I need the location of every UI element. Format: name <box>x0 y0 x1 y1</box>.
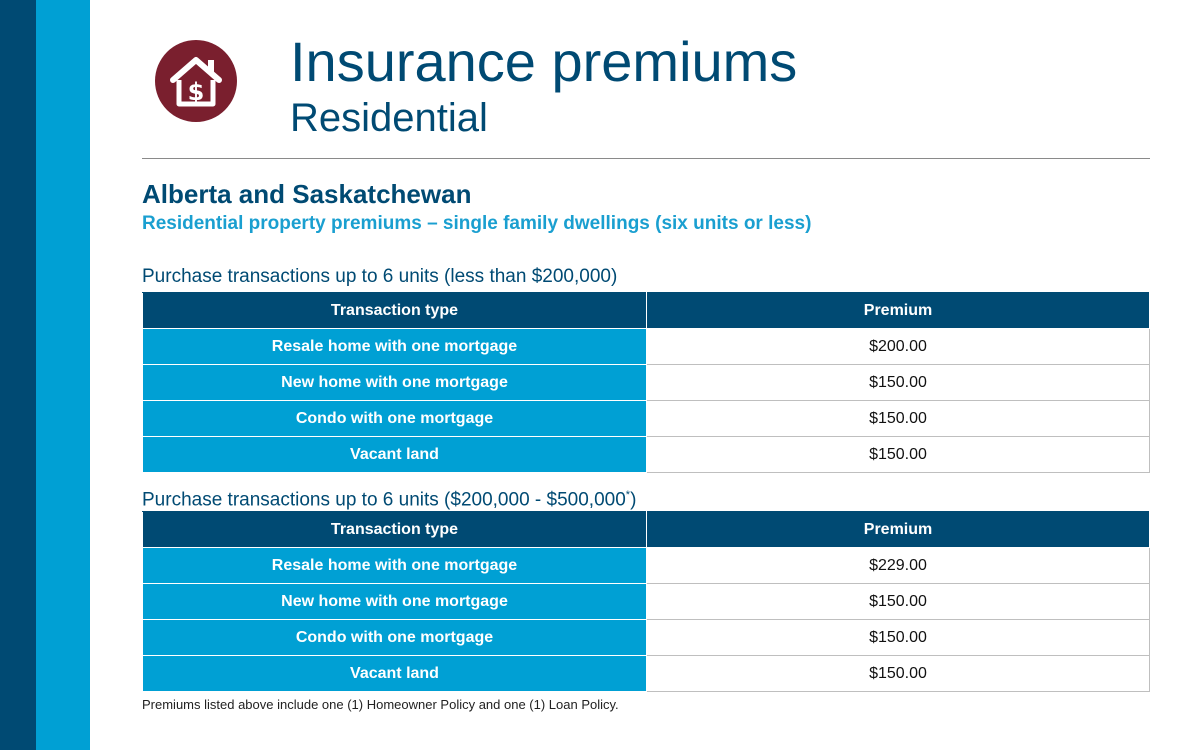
transaction-type-cell: Resale home with one mortgage <box>143 329 647 365</box>
transaction-type-cell: Vacant land <box>143 656 647 692</box>
page-title: Insurance premiums <box>290 30 798 93</box>
premium-cell: $150.00 <box>647 620 1150 656</box>
page-subtitle: Residential <box>290 96 488 140</box>
premium-cell: $200.00 <box>647 329 1150 365</box>
transaction-type-cell: Condo with one mortgage <box>143 620 647 656</box>
premium-cell: $150.00 <box>647 437 1150 473</box>
column-header: Transaction type <box>143 512 647 548</box>
section-title <box>142 265 617 289</box>
table-row <box>143 437 1150 473</box>
table-row <box>143 548 1150 584</box>
premium-cell: $150.00 <box>647 401 1150 437</box>
premium-cell: $150.00 <box>647 365 1150 401</box>
region-subtitle: Residential property premiums – single family dwellings (six units or less) <box>142 213 812 234</box>
svg-text:$: $ <box>187 78 205 106</box>
section-title-text: Purchase transactions up to 6 units ($200,000 - $500,000 <box>142 489 626 511</box>
premium-table <box>142 511 1150 692</box>
table-row <box>143 656 1150 692</box>
header-divider <box>142 158 1150 159</box>
left-bar-dark <box>0 0 36 750</box>
transaction-type-cell: New home with one mortgage <box>143 365 647 401</box>
transaction-type-cell: Resale home with one mortgage <box>143 548 647 584</box>
premium-cell: $229.00 <box>647 548 1150 584</box>
column-header: Premium <box>647 293 1150 329</box>
footnote: Premiums listed above include one (1) Homeowner Policy and one (1) Loan Policy. <box>142 697 619 712</box>
premium-cell: $150.00 <box>647 656 1150 692</box>
region-title: Alberta and Saskatchewan <box>142 179 472 209</box>
premium-table <box>142 292 1150 473</box>
table-header-row <box>143 293 1150 329</box>
table-row <box>143 401 1150 437</box>
left-bar-light <box>36 0 90 750</box>
table-row <box>143 584 1150 620</box>
table-row <box>143 620 1150 656</box>
table-header-row <box>143 512 1150 548</box>
section-title <box>142 483 636 512</box>
section-title-text: Purchase transactions up to 6 units (less than $200,000) <box>142 266 618 287</box>
footnote-mark: * <box>625 489 631 501</box>
house-dollar-icon <box>155 40 237 122</box>
column-header: Premium <box>647 512 1150 548</box>
section-title-close: ) <box>630 489 637 511</box>
premium-cell: $150.00 <box>647 584 1150 620</box>
column-header: Transaction type <box>143 293 647 329</box>
table-row <box>143 329 1150 365</box>
transaction-type-cell: Condo with one mortgage <box>143 401 647 437</box>
table-row <box>143 365 1150 401</box>
transaction-type-cell: Vacant land <box>143 437 647 473</box>
transaction-type-cell: New home with one mortgage <box>143 584 647 620</box>
